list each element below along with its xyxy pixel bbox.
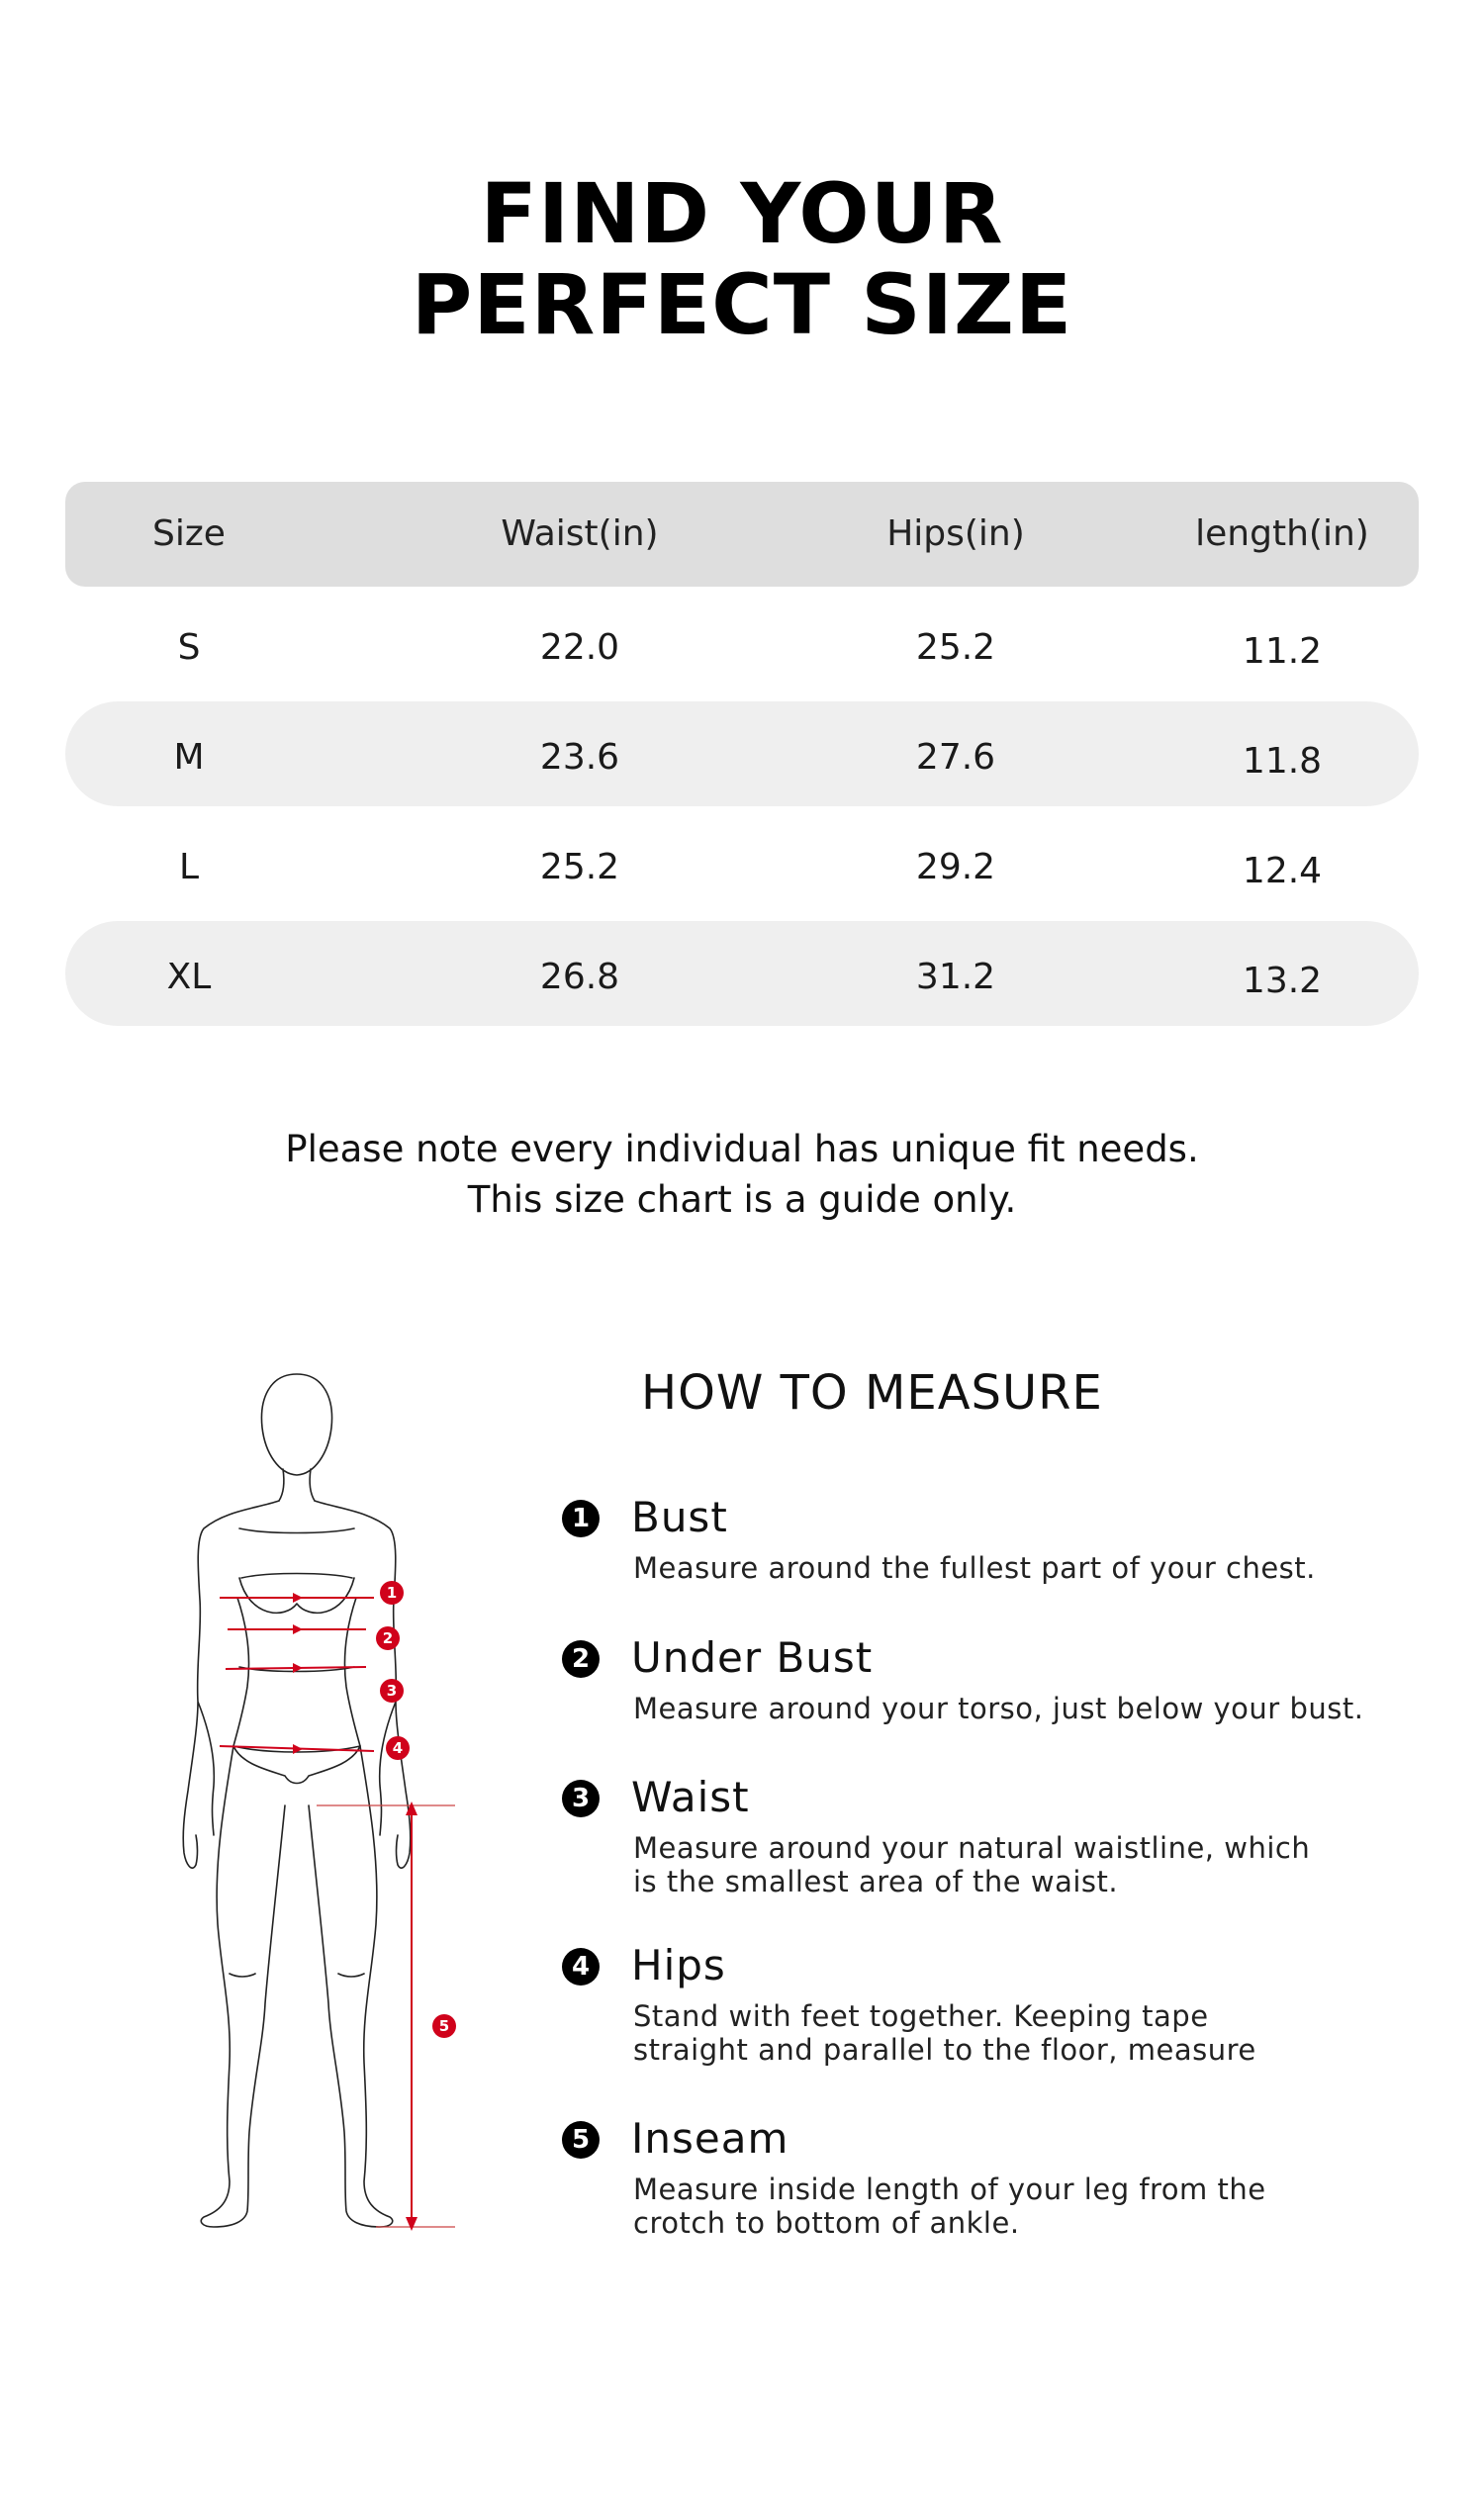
hips-cell: 25.2 bbox=[915, 627, 996, 668]
number-badge: 1 bbox=[562, 1500, 600, 1537]
waist-cell: 26.8 bbox=[539, 957, 620, 997]
fit-disclaimer bbox=[0, 1124, 1484, 1225]
number-badge: 2 bbox=[562, 1640, 600, 1678]
size-cell: S bbox=[177, 627, 201, 668]
length-cell: 12.4 bbox=[1242, 851, 1323, 891]
measure-name: Waist bbox=[631, 1773, 750, 1821]
size-cell: L bbox=[178, 847, 200, 887]
marker-4-label: 4 bbox=[392, 1739, 404, 1757]
underbust-arrow bbox=[293, 1624, 303, 1634]
measure-description bbox=[633, 1551, 1345, 1585]
page-title bbox=[0, 165, 1484, 353]
leg-left bbox=[201, 1746, 285, 2227]
header-size: Size bbox=[152, 513, 226, 554]
description-line: is the smallest area of the waist. bbox=[633, 1865, 1119, 1898]
band-top bbox=[239, 1528, 354, 1578]
bust-arrow bbox=[293, 1593, 303, 1603]
marker-3-label: 3 bbox=[386, 1682, 398, 1700]
knee-marks bbox=[230, 1974, 364, 1977]
hips-cell: 27.6 bbox=[915, 737, 996, 778]
measure-name: Under Bust bbox=[631, 1633, 874, 1682]
neck-outline bbox=[279, 1469, 315, 1501]
length-cell: 11.2 bbox=[1242, 631, 1323, 672]
description-line: Measure around the fullest part of your chest. bbox=[633, 1551, 1316, 1585]
measure-description bbox=[633, 1692, 1364, 1725]
size-cell: XL bbox=[166, 957, 212, 997]
number-badge: 4 bbox=[562, 1948, 600, 1986]
number-badge: 5 bbox=[562, 2121, 600, 2159]
hips-cell: 31.2 bbox=[915, 957, 996, 997]
inseam-arrow-down bbox=[406, 2217, 417, 2231]
table-row bbox=[65, 592, 1419, 696]
waist-cell: 22.0 bbox=[539, 627, 620, 668]
length-cell: 11.8 bbox=[1242, 741, 1323, 782]
waist-right bbox=[344, 1598, 360, 1746]
title-line-1: FIND YOUR bbox=[480, 165, 1004, 262]
measure-name: Hips bbox=[631, 1941, 726, 1989]
how-to-measure-title: HOW TO MEASURE bbox=[641, 1365, 1103, 1421]
waist-left bbox=[233, 1598, 249, 1746]
description-line: Measure around your torso, just below your bust. bbox=[633, 1692, 1364, 1725]
description-line: Stand with feet together. Keeping tape bbox=[633, 1999, 1209, 2033]
torso-left bbox=[183, 1501, 279, 1868]
waist-cell: 23.6 bbox=[539, 737, 620, 778]
number-badge: 3 bbox=[562, 1780, 600, 1817]
measure-description bbox=[633, 1831, 1345, 1898]
title-line-2: PERFECT SIZE bbox=[411, 256, 1073, 353]
header-waist: Waist(in) bbox=[501, 513, 659, 554]
size-chart-table bbox=[65, 482, 1419, 1031]
description-line: Measure around your natural waistline, which bbox=[633, 1831, 1311, 1865]
description-line: straight and parallel to the floor, measure bbox=[633, 2033, 1256, 2067]
description-line: crotch to bottom of ankle. bbox=[633, 2206, 1020, 2240]
size-cell: M bbox=[173, 737, 205, 778]
table-row bbox=[65, 701, 1419, 806]
waist-cell: 25.2 bbox=[539, 847, 620, 887]
description-line: Measure inside length of your leg from the bbox=[633, 2172, 1266, 2206]
measure-description bbox=[633, 1999, 1345, 2067]
leg-right bbox=[309, 1746, 393, 2227]
table-header-row bbox=[65, 482, 1419, 587]
marker-1-label: 1 bbox=[386, 1584, 398, 1602]
table-row bbox=[65, 811, 1419, 916]
brief-outline bbox=[233, 1667, 360, 1784]
marker-5-label: 5 bbox=[438, 2017, 450, 2035]
hips-cell: 29.2 bbox=[915, 847, 996, 887]
note-line-2: This size chart is a guide only. bbox=[467, 1178, 1017, 1221]
table-row bbox=[65, 921, 1419, 1026]
note-line-1: Please note every individual has unique fit needs. bbox=[285, 1128, 1199, 1170]
header-hips: Hips(in) bbox=[886, 513, 1025, 554]
measure-name: Bust bbox=[631, 1493, 728, 1541]
measure-description bbox=[633, 2172, 1345, 2240]
head-outline bbox=[261, 1374, 331, 1475]
body-measurement-figure bbox=[168, 1370, 495, 2241]
length-cell: 13.2 bbox=[1242, 961, 1323, 1001]
measure-name: Inseam bbox=[631, 2114, 789, 2163]
header-length: length(in) bbox=[1195, 513, 1369, 554]
marker-2-label: 2 bbox=[382, 1629, 394, 1647]
